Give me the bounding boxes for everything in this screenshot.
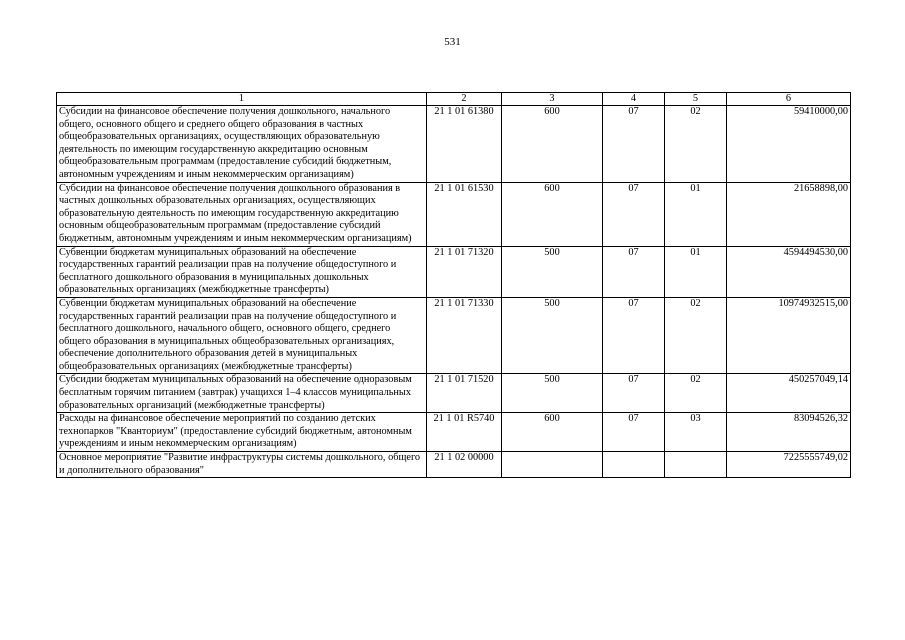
page-number: 531 xyxy=(444,36,461,48)
row-col5: 02 xyxy=(665,297,727,374)
row-col5: 01 xyxy=(665,246,727,297)
row-amount: 83094526,32 xyxy=(727,413,851,452)
row-code: 21 1 01 71320 xyxy=(427,246,502,297)
row-amount: 21658898,00 xyxy=(727,182,851,246)
row-code: 21 1 01 71520 xyxy=(427,374,502,413)
row-col5: 01 xyxy=(665,182,727,246)
row-col4: 07 xyxy=(603,413,665,452)
row-col4: 07 xyxy=(603,374,665,413)
row-name: Субвенции бюджетам муниципальных образований на обеспечение государственных гарантий реализации прав на получение общедоступного и бесплатного дошкольного, начального общего, основного общего, среднего общего образования в муниципальных общеобразовательных организациях, обеспечение дополнительного образования детей в муниципальных общеобразовательных организациях (межбюджетные трансферты) xyxy=(57,297,427,374)
row-col4: 07 xyxy=(603,297,665,374)
row-name: Расходы на финансовое обеспечение мероприятий по созданию детских технопарков "Кванториум" (предоставление субсидий бюджетным, автономным учреждениям и иным некоммерческим организациям) xyxy=(57,413,427,452)
row-amount: 4594494530,00 xyxy=(727,246,851,297)
table-row xyxy=(57,374,851,413)
table-row xyxy=(57,297,851,374)
row-col4: 07 xyxy=(603,182,665,246)
row-code: 21 1 01 61530 xyxy=(427,182,502,246)
column-header-4: 4 xyxy=(603,93,665,106)
row-col4: 07 xyxy=(603,246,665,297)
budget-table xyxy=(56,92,851,478)
column-header-5: 5 xyxy=(665,93,727,106)
row-col3: 600 xyxy=(502,182,603,246)
column-header-2: 2 xyxy=(427,93,502,106)
row-code: 21 1 01 R5740 xyxy=(427,413,502,452)
row-amount: 59410000,00 xyxy=(727,106,851,183)
table-row xyxy=(57,106,851,183)
row-col4: 07 xyxy=(603,106,665,183)
row-code: 21 1 02 00000 xyxy=(427,452,502,478)
row-col3: 600 xyxy=(502,106,603,183)
row-name: Субсидии бюджетам муниципальных образований на обеспечение одноразовым бесплатным горячим питанием (завтрак) учащихся 1–4 классов муниципальных образовательных организаций (межбюджетные трансферты) xyxy=(57,374,427,413)
row-col3: 600 xyxy=(502,413,603,452)
row-col5 xyxy=(665,452,727,478)
table-row xyxy=(57,182,851,246)
row-col3: 500 xyxy=(502,374,603,413)
row-col5: 02 xyxy=(665,374,727,413)
row-col3: 500 xyxy=(502,297,603,374)
column-header-3: 3 xyxy=(502,93,603,106)
row-code: 21 1 01 71330 xyxy=(427,297,502,374)
column-header-1: 1 xyxy=(57,93,427,106)
header-row xyxy=(57,93,851,106)
table-row xyxy=(57,413,851,452)
column-header-6: 6 xyxy=(727,93,851,106)
row-amount: 10974932515,00 xyxy=(727,297,851,374)
row-amount: 7225555749,02 xyxy=(727,452,851,478)
row-amount: 450257049,14 xyxy=(727,374,851,413)
row-col5: 02 xyxy=(665,106,727,183)
row-name: Основное мероприятие "Развитие инфраструктуры системы дошкольного, общего и дополнительного образования" xyxy=(57,452,427,478)
row-name: Субсидии на финансовое обеспечение получения дошкольного образования в частных дошкольных образовательных организациях, осуществляющих образовательную деятельность по имеющим государственную аккредитацию основным общеобразовательным программам (предоставление субсидий бюджетным, автономным учреждениям и иным некоммерческим организациям) xyxy=(57,182,427,246)
table-row xyxy=(57,452,851,478)
row-col3 xyxy=(502,452,603,478)
table-row xyxy=(57,246,851,297)
row-name: Субсидии на финансовое обеспечение получения дошкольного, начального общего, основного общего и среднего общего образования в частных общеобразовательных организациях, осуществляющих образовательную деятельность по имеющим государственную аккредитацию основным общеобразовательным программам (предоставление субсидий бюджетным, автономным учреждениям и иным некоммерческим организациям) xyxy=(57,106,427,183)
row-col5: 03 xyxy=(665,413,727,452)
row-col3: 500 xyxy=(502,246,603,297)
row-col4 xyxy=(603,452,665,478)
row-code: 21 1 01 61380 xyxy=(427,106,502,183)
row-name: Субвенции бюджетам муниципальных образований на обеспечение государственных гарантий реализации прав на получение общедоступного и бесплатного дошкольного образования в муниципальных дошкольных образовательных организациях (межбюджетные трансферты) xyxy=(57,246,427,297)
